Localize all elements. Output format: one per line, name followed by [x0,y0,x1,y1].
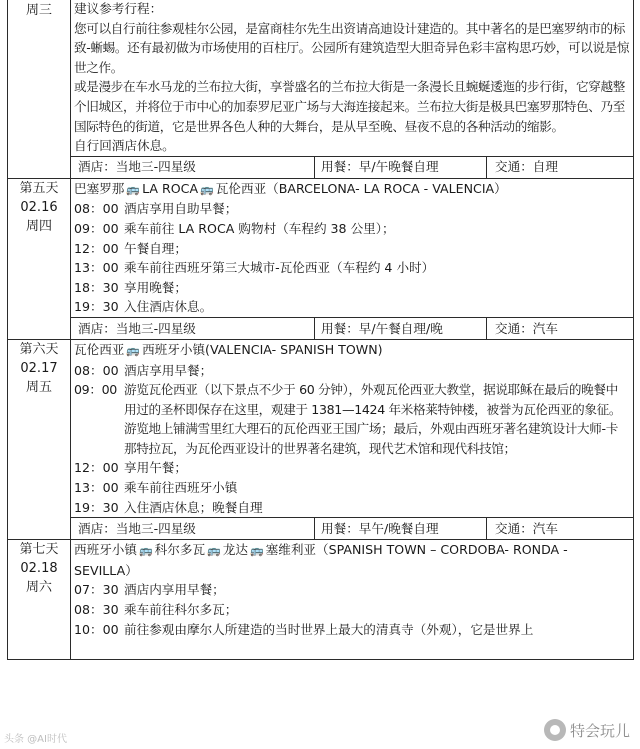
meal-info: 用餐：早/午晚餐自理 [315,157,487,178]
watermark-text: 特会玩儿 [569,721,630,740]
schedule-item: 10：00 前往参观由摩尔人所建造的当时世界上最大的清真寺（外观），它是世界上 [74,621,534,637]
paragraph: 自行回酒店休息。 [74,138,175,154]
meta-row [8,518,634,540]
day-title: 西班牙小镇 🚌 科尔多瓦 🚌 龙达 🚌 塞维利亚（SPANISH TOWN – CORDOBA- RONDA - [74,542,568,558]
transport-info: 交通：汽车 [495,320,558,336]
bus-icon: 🚌 [138,544,153,558]
day-content [71,0,634,156]
meta-row [8,156,634,178]
meta-cell [71,156,634,178]
schedule-item: 08：00 酒店享用早餐； [74,362,213,378]
meta-row [8,317,634,339]
day-row-5 [8,178,634,317]
day-date: 02.16 [20,199,58,215]
schedule-item: 07：30 酒店内享用早餐； [74,582,225,598]
meal-info: 用餐：早/午餐自理/晚 [315,318,487,339]
day-title-cont: SEVILLA） [74,562,138,578]
day-number: 第五天 [19,180,59,196]
day-weekday: 周三 [25,3,52,18]
day-content [71,178,634,317]
day-date: 02.18 [20,561,58,577]
schedule-item: 08：00 酒店享用自助早餐； [74,201,238,217]
watermark-left: 头条 @AI时代 [4,734,67,745]
day-row-6 [8,339,634,517]
day-title: 巴塞罗那 🚌 LA ROCA 🚌 瓦伦西亚（BARCELONA- LA ROCA - VALENCIA） [74,180,507,196]
hotel-info: 酒店：当地三-四星级 [74,318,315,339]
day-row-wednesday [8,0,634,156]
watermark-right [544,719,630,741]
schedule-item: 19：30 入住酒店休息；晚餐自理 [74,499,263,515]
wechat-logo-icon [544,719,566,741]
schedule-item: 19：30 入住酒店休息。 [74,299,213,315]
itinerary-table [7,0,634,660]
schedule-item: 12：00 午餐自理； [74,240,187,256]
hotel-info: 酒店：当地三-四星级 [74,157,315,178]
day-weekday: 周五 [25,379,52,395]
paragraph: 或是漫步在车水马龙的兰布拉大街，享誉盛名的兰布拉大街是一条漫长且蜿蜒逶迤的步行街，它穿越整个旧城区，并将位于市中心的加泰罗尼亚广场与大海连接起来。兰布拉大街是极具巴塞罗那特色、乃至国际特色的街道，它是世界各色人种的大舞台，是从早至晚、昼夜不息的各种活动的缩影。 [74,79,625,134]
day-row-7 [8,540,634,660]
meta-cell [71,317,634,339]
bus-icon: 🚌 [249,544,264,558]
day-title: 建议参考行程： [74,1,163,16]
day-content [71,540,634,660]
day-cell [8,0,71,178]
day-title: 瓦伦西亚 🚌 西班牙小镇(VALENCIA- SPANISH TOWN) [74,341,383,357]
paragraph: 您可以自行前往参观桂尔公园，是富商桂尔先生出资请高迪设计建造的。其中著名的是巴塞罗纳市的标致-蜥蜴。还有最初做为市场使用的百柱厅。公园所有建筑造型大胆奇异色彩丰富构思巧妙，可以说是惊世之作。 [74,20,630,75]
day-number: 第六天 [19,341,59,357]
hotel-info: 酒店：当地三-四星级 [74,518,315,539]
day-weekday: 周四 [25,218,52,234]
schedule-item: 12：00 享用午餐； [74,460,187,476]
day-weekday: 周六 [25,580,52,596]
meal-info: 用餐：早午/晚餐自理 [315,518,487,539]
schedule-item: 18：30 享用晚餐； [74,279,187,295]
schedule-item: 13：00 乘车前往西班牙小镇 [74,480,238,496]
schedule-item: 09：00 游览瓦伦西亚（以下景点不少于 60 分钟），外观瓦伦西亚大教堂，据说耶稣在最后的晚餐中用过的圣杯即保存在这里，观建于 1381—1424 年米格莱特钟楼，被誉为瓦伦西亚的象征。游览地上铺满雪里红大理石的瓦伦西亚王国广场；最后，外观由西班牙著名建筑设计大师-卡那特拉瓦，为瓦伦西亚设计的世界著名建筑，现代艺术馆和现代科技馆； [74,382,622,456]
day-number: 第七天 [19,542,59,558]
day-cell [8,339,71,539]
bus-icon: 🚌 [207,544,221,558]
schedule-item: 13：00 乘车前往西班牙第三大城市-瓦伦西亚（车程约 4 小时） [74,260,435,276]
meta-cell [71,518,634,540]
transport-info: 交通：汽车 [495,520,558,536]
bus-icon: 🚌 [126,182,141,196]
bus-icon: 🚌 [126,343,141,357]
day-date: 02.17 [20,360,58,376]
schedule-item: 08：30 乘车前往科尔多瓦； [74,602,238,618]
day-cell [8,178,71,339]
schedule-item: 09：00 乘车前往 LA ROCA 购物村（车程约 38 公里）； [74,220,395,236]
day-cell [8,540,71,660]
bus-icon: 🚌 [200,182,214,196]
transport-info: 交通：自理 [495,159,558,175]
day-content [71,339,634,517]
